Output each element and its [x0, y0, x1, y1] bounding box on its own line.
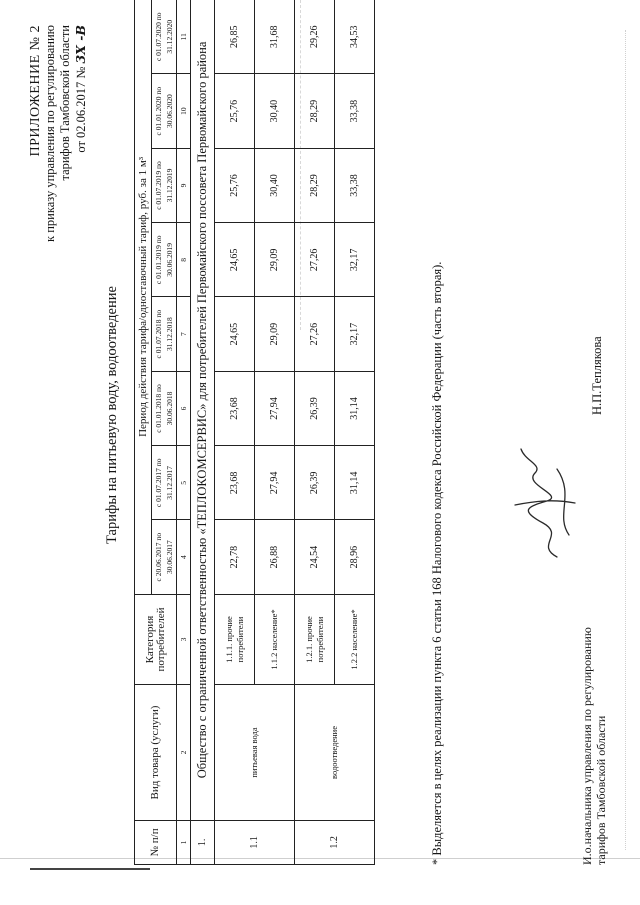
signer-title [580, 485, 608, 865]
table-cell: 26,88 [255, 520, 295, 594]
table-cell: 31,14 [335, 446, 375, 520]
signer-line: тарифов Тамбовской области [594, 715, 608, 865]
row-category: 1.1.2 население* [255, 594, 295, 684]
table-cell: 31,14 [335, 371, 375, 445]
column-number: 6 [177, 371, 191, 445]
tariff-table [134, 0, 375, 865]
column-number: 9 [177, 148, 191, 222]
period-header: с 01.07.2020 по 31.12.2020 [152, 0, 177, 74]
table-cell: 25,76 [215, 74, 255, 148]
column-number: 1 [177, 820, 191, 864]
table-cell: 31,68 [255, 0, 295, 74]
column-number: 10 [177, 74, 191, 148]
column-number: 8 [177, 223, 191, 297]
header-category: Категория потребителей [135, 594, 177, 684]
table-cell: 32,17 [335, 223, 375, 297]
header-period: Период действия тарифа/одноставочный тариф, руб. за 1 м³ [135, 0, 152, 594]
table-cell: 30,40 [255, 74, 295, 148]
footnote: * Выделяется в целях реализации пункта 6 статьи 168 Налогового кодекса Российской Федерации (часть вторая). [430, 261, 444, 865]
period-header: с 01.01.2020 по 30.06.2020 [152, 74, 177, 148]
appendix-line: тарифов Тамбовской области [58, 25, 72, 181]
table-cell: 33,38 [335, 148, 375, 222]
appendix-date-line [73, 25, 89, 385]
org-row-text: Общество с ограниченной ответственностью «ТЕПЛОКОМСЕРВИС» для потребителей Первомайского поссовета Первомайского района [191, 0, 215, 820]
document-title: Тарифы на питьевую воду, водоотведение [104, 286, 120, 544]
column-number: 5 [177, 446, 191, 520]
table-cell: 27,26 [295, 297, 335, 371]
group-service: питьевая вода [215, 685, 295, 821]
row-category: 1.2.2 население* [335, 594, 375, 684]
org-row-num: 1. [191, 820, 215, 864]
column-number: 7 [177, 297, 191, 371]
signer-line: И.о.начальника управления по регулированию [580, 627, 594, 865]
table-cell: 26,85 [215, 0, 255, 74]
header-service: Вид товара (услуги) [135, 685, 177, 821]
header-num: № п/п [135, 820, 177, 864]
period-header: с 20.06.2017 по 30.06.2017 [152, 520, 177, 594]
table-cell: 27,26 [295, 223, 335, 297]
appendix-header [28, 25, 89, 385]
table-cell: 28,29 [295, 74, 335, 148]
group-num: 1.2 [295, 820, 375, 864]
table-cell: 24,65 [215, 297, 255, 371]
handwritten-signature [495, 425, 585, 565]
table-cell: 26,39 [295, 371, 335, 445]
table-cell: 25,76 [215, 148, 255, 222]
group-num: 1.1 [215, 820, 295, 864]
table-cell: 28,96 [335, 520, 375, 594]
table-cell: 34,53 [335, 0, 375, 74]
period-header: с 01.07.2018 по 31.12.2018 [152, 297, 177, 371]
table-cell: 33,38 [335, 74, 375, 148]
table-cell: 24,65 [215, 223, 255, 297]
table-cell: 23,68 [215, 371, 255, 445]
table-cell: 29,09 [255, 223, 295, 297]
table-cell: 26,39 [295, 446, 335, 520]
table-cell: 29,26 [295, 0, 335, 74]
table-cell: 22,78 [215, 520, 255, 594]
group-service: водоотведение [295, 685, 375, 821]
column-number: 2 [177, 685, 191, 821]
column-number: 3 [177, 594, 191, 684]
table-cell: 29,09 [255, 297, 295, 371]
table-row [215, 0, 255, 865]
column-number: 4 [177, 520, 191, 594]
signer-name: Н.П.Теплякова [590, 336, 604, 415]
period-header: с 01.07.2019 по 31.12.2019 [152, 148, 177, 222]
table-cell: 30,40 [255, 148, 295, 222]
handwritten-order-number: 3X -B [73, 25, 88, 64]
table-cell: 27,94 [255, 371, 295, 445]
period-header: с 01.07.2017 по 31.12.2017 [152, 446, 177, 520]
period-header: с 01.01.2019 по 30.06.2019 [152, 223, 177, 297]
appendix-line: к приказу управления по регулированию [43, 25, 57, 242]
row-category: 1.1.1. прочие потребители [215, 594, 255, 684]
row-category: 1.2.1. прочие потребители [295, 594, 335, 684]
table-cell: 27,94 [255, 446, 295, 520]
table-row [295, 0, 335, 865]
table-cell: 28,29 [295, 148, 335, 222]
appendix-date: от 02.06.2017 № [74, 66, 88, 153]
appendix-title: ПРИЛОЖЕНИЕ № 2 [28, 25, 43, 157]
table-cell: 32,17 [335, 297, 375, 371]
period-header: с 01.01.2018 по 30.06.2018 [152, 371, 177, 445]
column-number: 11 [177, 0, 191, 74]
table-cell: 24,54 [295, 520, 335, 594]
table-cell: 23,68 [215, 446, 255, 520]
